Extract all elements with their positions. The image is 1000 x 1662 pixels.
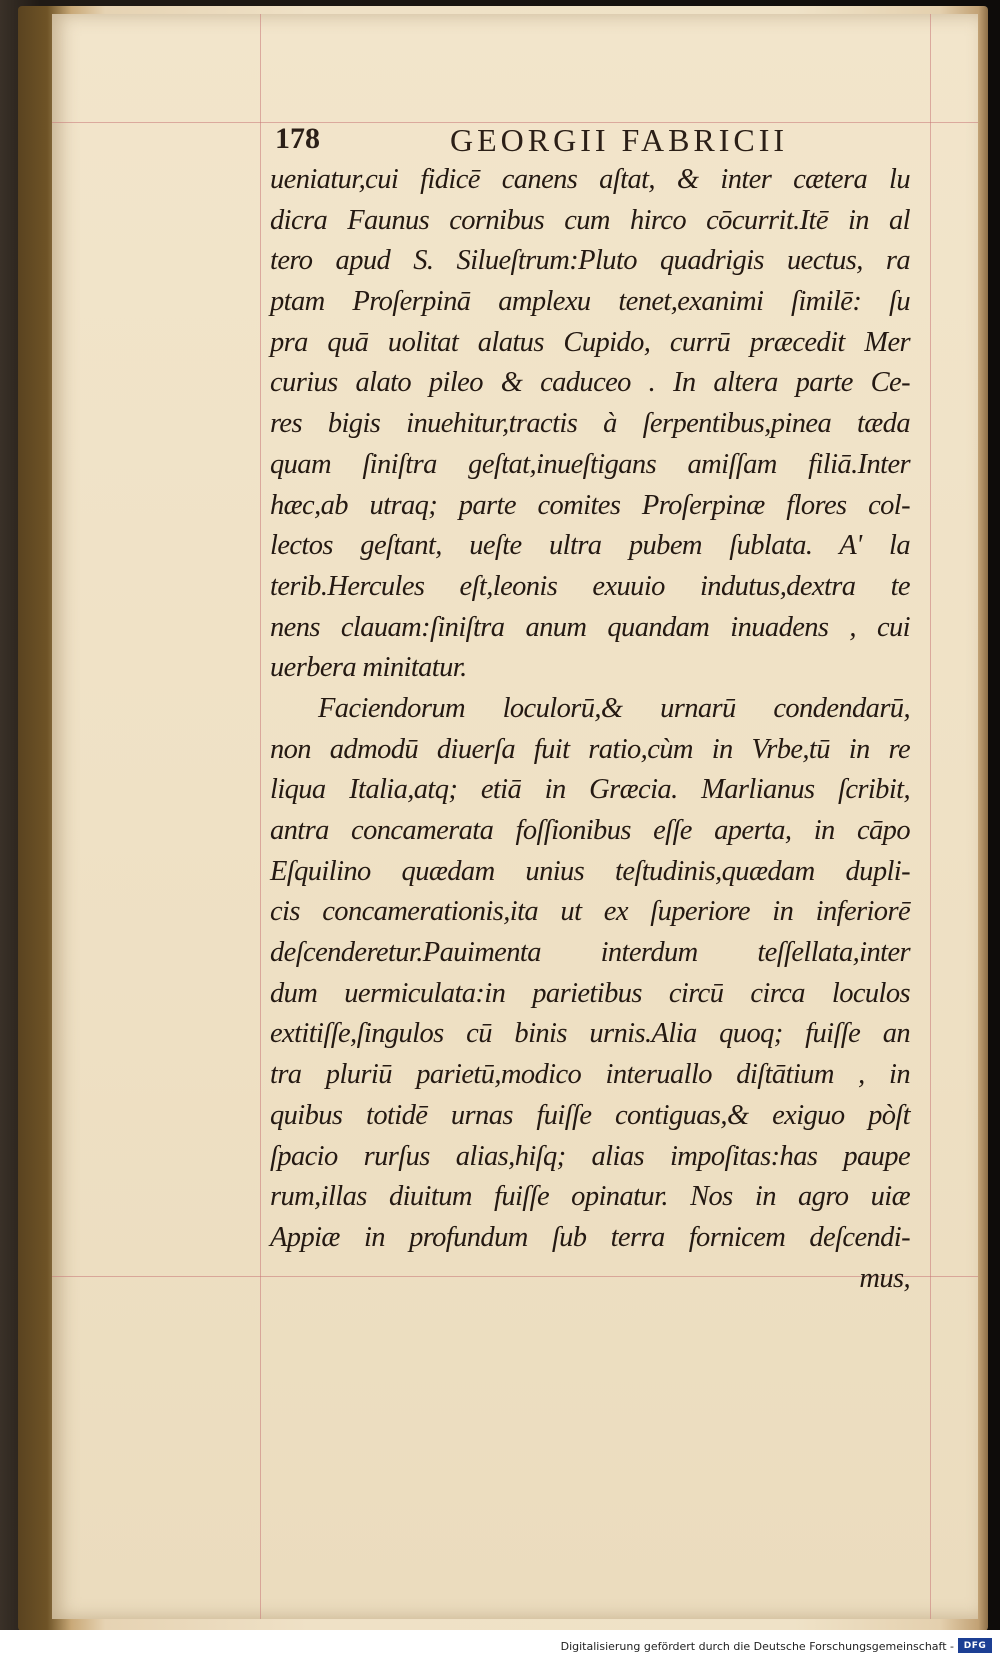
page-header bbox=[275, 118, 865, 166]
text-line: dum uermiculata:in parietibus circū circa loculos bbox=[270, 977, 910, 1009]
text-line: Eſquilino quædam unius teſtudinis,quædam dupli- bbox=[270, 855, 910, 887]
text-line: nens clauam:ſiniſtra anum quandam inuadens , cui bbox=[270, 611, 910, 643]
text-line: ueniatur,cui fidicē canens aſtat, & inter cætera lu bbox=[270, 164, 910, 195]
text-line: curius alato pileo & caduceo . In altera parte Ce- bbox=[270, 367, 910, 399]
text-line: ptam Proſerpinā amplexu tenet,exanimi ſimilē: ſu bbox=[270, 286, 910, 318]
page-number: 178 bbox=[275, 122, 320, 155]
text-line: res bigis inuehitur,tractis à ſerpentibus,pinea tæda bbox=[270, 408, 910, 440]
text-line: ſpacio rurſus alias,hiſq; alias impoſitas:has paupe bbox=[270, 1140, 910, 1172]
funding-credit: Digitalisierung gefördert durch die Deutsche Forschungsgemeinschaft - bbox=[560, 1640, 954, 1653]
body-text bbox=[270, 160, 910, 1299]
text-line: Appiæ in profundum ſub terra fornicem deſcendi- bbox=[270, 1221, 910, 1253]
text-line: lectos geſtant, ueſte ultra pubem ſublata. A' la bbox=[270, 530, 910, 562]
text-line: quam ſiniſtra geſtat,inueſtigans amiſſam filiā.Inter bbox=[270, 448, 910, 480]
text-line: rum,illas diuitum fuiſſe opinatur. Nos in agro uiæ bbox=[270, 1181, 910, 1213]
running-head: GEORGII FABRICII bbox=[450, 122, 789, 158]
text-line: deſcenderetur.Pauimenta interdum teſſellata,inter bbox=[270, 937, 910, 969]
text-line: cis concamerationis,ita ut ex ſuperiore in inferiorē bbox=[270, 896, 910, 928]
digitization-footer bbox=[0, 1630, 1000, 1662]
text-line: hæc,ab utraq; parte comites Proſerpinæ flores col- bbox=[270, 489, 910, 521]
dfg-logo: DFG bbox=[958, 1638, 992, 1653]
text-line: tra pluriū parietū,modico interuallo diſtātium , in bbox=[270, 1059, 910, 1091]
paragraph-start-line: Faciendorum loculorū,& urnarū condendarū, bbox=[318, 692, 910, 724]
text-line: terib.Hercules eſt,leonis exuuio indutus,dextra te bbox=[270, 570, 910, 602]
text-line: uerbera minitatur. bbox=[270, 652, 467, 684]
text-line: dicra Faunus cornibus cum hirco cōcurrit.Itē in al bbox=[270, 204, 910, 236]
text-line: quibus totidē urnas fuiſſe contiguas,& exiguo pòſt bbox=[270, 1099, 910, 1131]
text-line: extitiſſe,ſingulos cū binis urnis.Alia quoq; fuiſſe an bbox=[270, 1018, 910, 1050]
margin-rule-left bbox=[260, 14, 261, 1619]
text-line: pra quā uolitat alatus Cupido, currū præcedit Mer bbox=[270, 326, 910, 358]
text-line: antra concamerata foſſionibus eſſe aperta, in cāpo bbox=[270, 815, 910, 846]
catchword: mus, bbox=[859, 1262, 910, 1294]
margin-rule-right bbox=[930, 14, 931, 1619]
text-line: liqua Italia,atq; etiā in Græcia. Marlianus ſcribit, bbox=[270, 774, 910, 806]
text-line: non admodū diuerſa fuit ratio,cùm in Vrbe,tū in re bbox=[270, 733, 910, 765]
text-line: tero apud S. Silueſtrum:Pluto quadrigis uectus, ra bbox=[270, 245, 910, 277]
